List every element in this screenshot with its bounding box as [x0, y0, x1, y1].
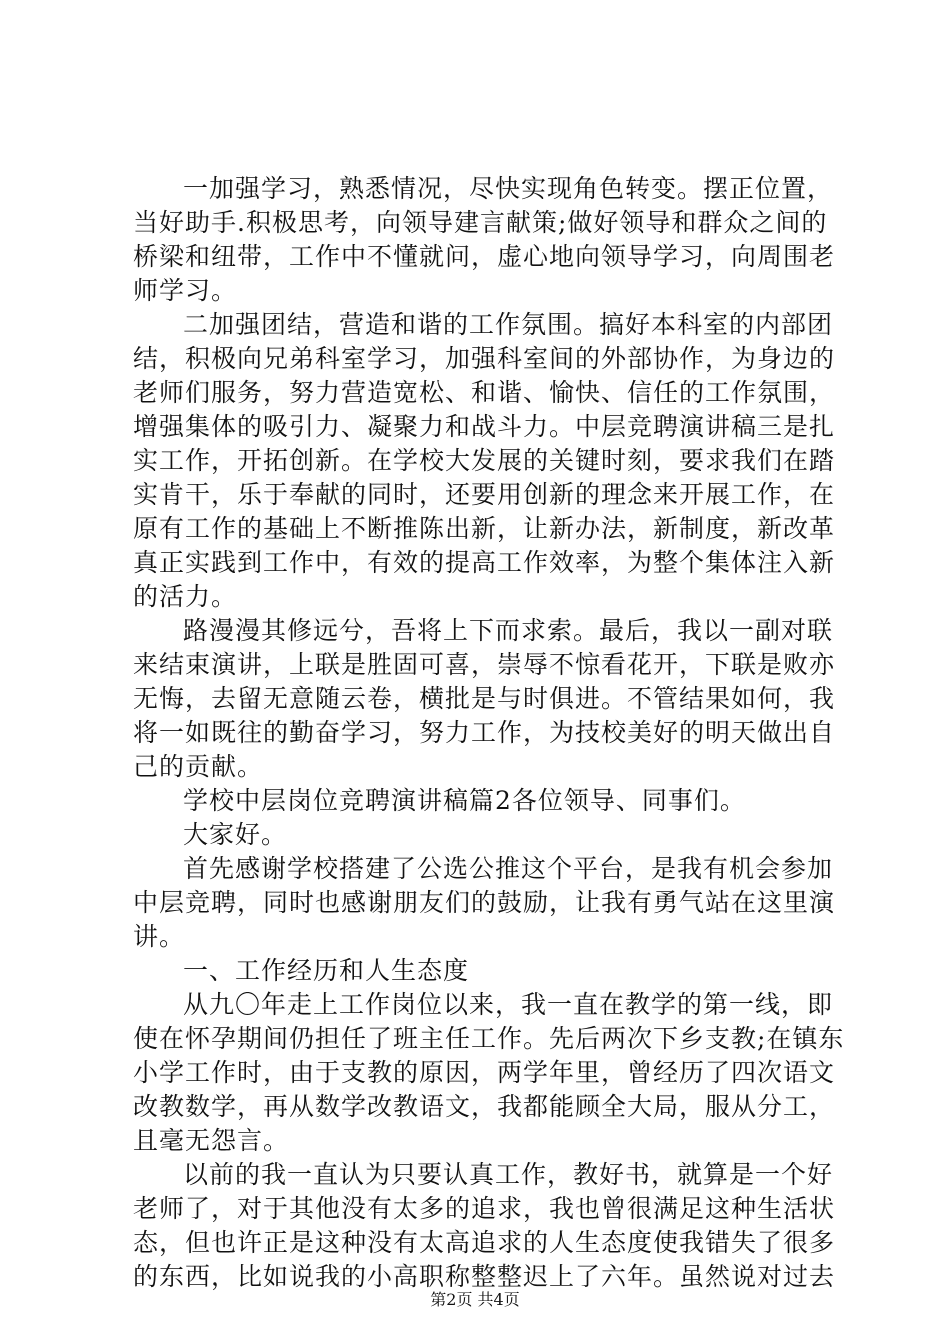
text-line: 实肯干，乐于奉献的同时，还要用创新的理念来开展工作，在 [133, 480, 836, 509]
text-line: 将一如既往的勤奋学习，努力工作，为技校美好的明天做出自 [133, 718, 836, 747]
page-footer: 第2页 共4页 [430, 1290, 520, 1309]
text-line: 桥梁和纽带，工作中不懂就问，虚心地向领导学习，向周围老 [133, 242, 836, 271]
text-line: 实工作，开拓创新。在学校大发展的关键时刻，要求我们在踏 [133, 446, 836, 475]
text-line: 大家好。 [183, 820, 288, 849]
text-line: 己的贡献。 [133, 752, 264, 781]
text-line: 小学工作时，由于支教的原因，两学年里，曾经历了四次语文 [133, 1058, 836, 1087]
text-line: 的东西，比如说我的小高职称整整迟上了六年。虽然说对过去 [133, 1262, 836, 1291]
text-line: 以前的我一直认为只要认真工作，教好书，就算是一个好 [183, 1160, 834, 1189]
text-line: 真正实践到工作中，有效的提高工作效率，为整个集体注入新 [133, 548, 836, 577]
section-heading: 一、工作经历和人生态度 [183, 956, 470, 985]
text-line: 改教数学，再从数学改教语文，我都能顾全大局，服从分工， [133, 1092, 836, 1121]
text-line: 且毫无怨言。 [133, 1126, 290, 1155]
text-line: 讲。 [133, 922, 186, 951]
text-line: 增强集体的吸引力、凝聚力和战斗力。中层竞聘演讲稿三是扎 [133, 412, 836, 441]
text-line: 二加强团结，营造和谐的工作氛围。搞好本科室的内部团 [183, 310, 834, 339]
text-line: 结，积极向兄弟科室学习，加强科室间的外部协作，为身边的 [133, 344, 836, 373]
text-line: 老师们服务，努力营造宽松、和谐、愉快、信任的工作氛围， [133, 378, 836, 407]
text-line: 一加强学习，熟悉情况，尽快实现角色转变。摆正位置， [183, 174, 834, 203]
text-line: 路漫漫其修远兮，吾将上下而求索。最后，我以一副对联 [183, 616, 834, 645]
text-line: 的活力。 [133, 582, 238, 611]
text-line: 来结束演讲，上联是胜固可喜，崇辱不惊看花开，下联是败亦 [133, 650, 836, 679]
text-line: 使在怀孕期间仍担任了班主任工作。先后两次下乡支教;在镇东 [133, 1024, 845, 1053]
text-line: 中层竞聘，同时也感谢朋友们的鼓励，让我有勇气站在这里演 [133, 888, 836, 917]
text-line: 当好助手.积极思考，向领导建言献策;做好领导和群众之间的 [133, 208, 828, 237]
text-line: 态，但也许正是这种没有太高追求的人生态度使我错失了很多 [133, 1228, 836, 1257]
text-line: 原有工作的基础上不断推陈出新，让新办法，新制度，新改革 [133, 514, 836, 543]
text-line: 首先感谢学校搭建了公选公推这个平台，是我有机会参加 [183, 854, 834, 883]
text-line: 学校中层岗位竞聘演讲稿篇2各位领导、同事们。 [183, 786, 746, 815]
text-line: 无悔，去留无意随云卷，横批是与时俱进。不管结果如何，我 [133, 684, 836, 713]
text-line: 从九〇年走上工作岗位以来，我一直在教学的第一线，即 [183, 990, 834, 1019]
text-line: 师学习。 [133, 276, 238, 305]
text-line: 老师了，对于其他没有太多的追求，我也曾很满足这种生活状 [133, 1194, 836, 1223]
